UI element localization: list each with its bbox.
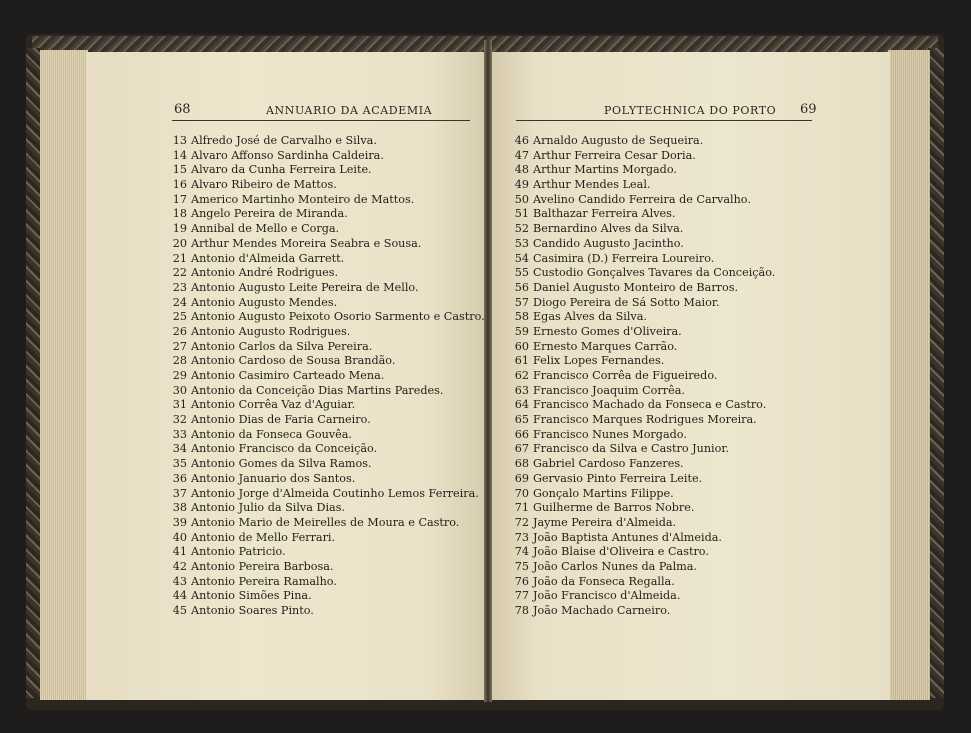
list-item (512, 545, 775, 560)
list-item (170, 501, 485, 516)
entry-number: 59 (514, 324, 529, 338)
list-item (170, 310, 485, 325)
entry-number: 18 (172, 207, 187, 221)
list-item (512, 340, 775, 355)
list-item (170, 369, 485, 384)
entry-name: Candido Augusto Jacintho. (533, 236, 684, 250)
list-item (170, 325, 485, 340)
entry-name: Antonio da Conceição Dias Martins Paredes. (191, 383, 444, 397)
entry-number: 48 (514, 163, 529, 177)
entry-name: Americo Martinho Monteiro de Mattos. (191, 192, 415, 206)
list-item (512, 384, 775, 399)
entry-number: 55 (514, 266, 529, 280)
right-running-head: POLYTECHNICA DO PORTO (604, 104, 777, 117)
list-item (170, 134, 485, 149)
entry-number: 61 (514, 354, 529, 368)
entry-name: João Carlos Nunes da Palma. (533, 559, 697, 573)
entry-number: 51 (514, 207, 529, 221)
list-item (512, 457, 775, 472)
entry-name: Arthur Ferreira Cesar Doria. (533, 148, 696, 162)
entry-name: Gervasio Pinto Ferreira Leite. (533, 471, 703, 485)
entry-name: Alvaro Affonso Sardinha Caldeira. (191, 148, 384, 162)
entry-number: 52 (514, 222, 529, 236)
list-item (512, 589, 775, 604)
entry-number: 66 (514, 427, 529, 441)
list-item (512, 325, 775, 340)
entry-name: João Blaise d'Oliveira e Castro. (533, 545, 709, 559)
entry-name: Antonio Dias de Faria Carneiro. (191, 413, 371, 427)
entry-number: 44 (172, 589, 187, 603)
list-item (512, 354, 775, 369)
entry-name: Francisco da Silva e Castro Junior. (533, 442, 730, 456)
list-item (512, 501, 775, 516)
list-item (512, 516, 775, 531)
entry-number: 35 (172, 457, 187, 471)
entry-name: Bernardino Alves da Silva. (533, 222, 684, 236)
list-item (170, 207, 485, 222)
list-item (512, 266, 775, 281)
entry-number: 33 (172, 427, 187, 441)
list-item (170, 149, 485, 164)
list-item (170, 193, 485, 208)
entry-number: 39 (172, 515, 187, 529)
entry-name: Antonio Augusto Mendes. (191, 295, 338, 309)
left-page-number: 68 (174, 102, 191, 117)
entry-number: 36 (172, 471, 187, 485)
page-edges-left (40, 50, 88, 700)
list-item (170, 398, 485, 413)
entry-number: 63 (514, 383, 529, 397)
entry-number: 13 (172, 134, 187, 147)
page-edges-right (888, 50, 930, 700)
entry-number: 62 (514, 369, 529, 382)
entry-number: 34 (172, 442, 187, 456)
right-header-rule (516, 120, 812, 121)
entry-name: Antonio André Rodrigues. (191, 266, 339, 280)
entry-number: 54 (514, 251, 529, 265)
entry-number: 50 (514, 192, 529, 206)
list-item (170, 575, 485, 590)
entry-name: Casimira (D.) Ferreira Loureiro. (533, 251, 715, 265)
entry-name: Annibal de Mello e Corga. (191, 222, 340, 236)
entry-number: 76 (514, 574, 529, 588)
list-item (512, 604, 775, 619)
entry-number: 27 (172, 339, 187, 353)
list-item (170, 442, 485, 457)
entry-number: 78 (514, 604, 529, 617)
entry-number: 53 (514, 236, 529, 250)
entry-number: 77 (514, 589, 529, 603)
entry-number: 57 (514, 295, 529, 309)
entry-number: 69 (514, 471, 529, 485)
entry-name: Antonio Carlos da Silva Pereira. (191, 339, 373, 353)
entry-name: Arthur Mendes Leal. (533, 178, 651, 192)
list-item (170, 457, 485, 472)
list-item (512, 281, 775, 296)
entry-number: 74 (514, 545, 529, 559)
list-item (170, 545, 485, 560)
entry-name: Antonio Pereira Barbosa. (191, 559, 334, 573)
entry-number: 49 (514, 178, 529, 192)
entry-number: 19 (172, 222, 187, 236)
entry-name: Antonio Januario dos Santos. (191, 471, 356, 485)
entry-name: Francisco Machado da Fonseca e Castro. (533, 398, 767, 412)
list-item (512, 487, 775, 502)
entry-number: 41 (172, 545, 187, 559)
entry-name: Alfredo José de Carvalho e Silva. (191, 134, 377, 147)
entry-name: Angelo Pereira de Miranda. (191, 207, 348, 221)
book-gutter (484, 40, 492, 702)
entry-name: Alvaro da Cunha Ferreira Leite. (191, 163, 372, 177)
entry-number: 25 (172, 310, 187, 324)
entry-number: 23 (172, 280, 187, 294)
entry-name: Guilherme de Barros Nobre. (533, 501, 695, 515)
list-item (512, 398, 775, 413)
entry-number: 40 (172, 530, 187, 544)
entry-name: João da Fonseca Regalla. (533, 574, 675, 588)
right-page-number: 69 (800, 102, 817, 117)
list-item (512, 296, 775, 311)
entry-name: Francisco Nunes Morgado. (533, 427, 687, 441)
entry-number: 38 (172, 501, 187, 515)
entry-number: 22 (172, 266, 187, 280)
right-name-list (512, 134, 775, 619)
list-item (512, 413, 775, 428)
entry-name: Antonio Francisco da Conceição. (191, 442, 378, 456)
entry-number: 32 (172, 413, 187, 427)
list-item (170, 472, 485, 487)
entry-number: 29 (172, 369, 187, 382)
entry-name: Alvaro Ribeiro de Mattos. (191, 178, 337, 192)
list-item (512, 531, 775, 546)
entry-name: Antonio Jorge d'Almeida Coutinho Lemos Ferreira. (191, 486, 479, 500)
entry-name: Francisco Corrêa de Figueiredo. (533, 369, 718, 382)
list-item (512, 369, 775, 384)
list-item (512, 252, 775, 267)
entry-number: 17 (172, 192, 187, 206)
list-item (170, 384, 485, 399)
entry-name: Antonio Corrêa Vaz d'Aguiar. (191, 398, 356, 412)
list-item (512, 442, 775, 457)
list-item (170, 163, 485, 178)
list-item (512, 237, 775, 252)
list-item (170, 222, 485, 237)
list-item (170, 340, 485, 355)
list-item (170, 604, 485, 619)
left-header-rule (172, 120, 470, 121)
entry-name: Custodio Gonçalves Tavares da Conceição. (533, 266, 776, 280)
entry-number: 70 (514, 486, 529, 500)
list-item (170, 252, 485, 267)
entry-name: João Machado Carneiro. (533, 604, 671, 617)
entry-number: 75 (514, 559, 529, 573)
entry-number: 60 (514, 339, 529, 353)
entry-number: 58 (514, 310, 529, 324)
entry-name: Antonio d'Almeida Garrett. (191, 251, 345, 265)
list-item (512, 134, 775, 149)
list-item (512, 428, 775, 443)
entry-name: Antonio Soares Pinto. (191, 604, 314, 617)
list-item (170, 281, 485, 296)
entry-number: 67 (514, 442, 529, 456)
entry-name: Diogo Pereira de Sá Sotto Maior. (533, 295, 720, 309)
entry-number: 30 (172, 383, 187, 397)
entry-number: 42 (172, 559, 187, 573)
entry-number: 28 (172, 354, 187, 368)
entry-number: 65 (514, 413, 529, 427)
entry-number: 68 (514, 457, 529, 471)
entry-name: Ernesto Gomes d'Oliveira. (533, 324, 682, 338)
entry-name: Gabriel Cardoso Fanzeres. (533, 457, 684, 471)
entry-number: 21 (172, 251, 187, 265)
entry-name: Antonio Julio da Silva Dias. (191, 501, 345, 515)
list-item (512, 310, 775, 325)
list-item (170, 560, 485, 575)
list-item (170, 589, 485, 604)
entry-number: 15 (172, 163, 187, 177)
list-item (170, 237, 485, 252)
entry-name: Antonio Cardoso de Sousa Brandão. (191, 354, 396, 368)
entry-number: 24 (172, 295, 187, 309)
list-item (170, 428, 485, 443)
entry-name: Avelino Candido Ferreira de Carvalho. (533, 192, 751, 206)
entry-name: Antonio da Fonseca Gouvêa. (191, 427, 352, 441)
entry-number: 37 (172, 486, 187, 500)
entry-name: Daniel Augusto Monteiro de Barros. (533, 280, 739, 294)
entry-name: Jayme Pereira d'Almeida. (533, 515, 677, 529)
list-item (170, 178, 485, 193)
entry-number: 14 (172, 148, 187, 162)
entry-name: Antonio Casimiro Carteado Mena. (191, 369, 385, 382)
list-item (512, 222, 775, 237)
entry-number: 56 (514, 280, 529, 294)
entry-name: Antonio Simões Pina. (191, 589, 312, 603)
list-item (170, 531, 485, 546)
entry-name: Felix Lopes Fernandes. (533, 354, 665, 368)
list-item (170, 487, 485, 502)
list-item (512, 149, 775, 164)
entry-name: Arthur Mendes Moreira Seabra e Sousa. (191, 236, 422, 250)
entry-name: Antonio de Mello Ferrari. (191, 530, 336, 544)
marbled-cover-right (928, 48, 944, 698)
list-item (170, 354, 485, 369)
entry-name: Arthur Martins Morgado. (533, 163, 677, 177)
entry-name: Antonio Mario de Meirelles de Moura e Castro. (191, 515, 460, 529)
entry-name: João Francisco d'Almeida. (533, 589, 681, 603)
entry-name: Ernesto Marques Carrão. (533, 339, 678, 353)
entry-name: Antonio Augusto Leite Pereira de Mello. (191, 280, 419, 294)
entry-number: 26 (172, 324, 187, 338)
list-item (512, 178, 775, 193)
list-item (512, 163, 775, 178)
entry-number: 20 (172, 236, 187, 250)
entry-name: Antonio Pereira Ramalho. (191, 574, 337, 588)
list-item (512, 193, 775, 208)
entry-number: 43 (172, 574, 187, 588)
entry-name: Balthazar Ferreira Alves. (533, 207, 676, 221)
left-name-list (170, 134, 485, 619)
left-running-head: ANNUARIO DA ACADEMIA (266, 104, 433, 117)
entry-number: 72 (514, 515, 529, 529)
list-item (170, 413, 485, 428)
entry-number: 45 (172, 604, 187, 617)
list-item (170, 296, 485, 311)
list-item (512, 207, 775, 222)
entry-number: 46 (514, 134, 529, 147)
entry-name: Antonio Gomes da Silva Ramos. (191, 457, 372, 471)
list-item (512, 575, 775, 590)
entry-name: Antonio Augusto Rodrigues. (191, 324, 351, 338)
entry-name: Francisco Marques Rodrigues Moreira. (533, 413, 757, 427)
list-item (170, 516, 485, 531)
entry-number: 31 (172, 398, 187, 412)
entry-name: Antonio Patricio. (191, 545, 286, 559)
entry-name: Gonçalo Martins Filippe. (533, 486, 674, 500)
entry-number: 73 (514, 530, 529, 544)
entry-name: Antonio Augusto Peixoto Osorio Sarmento e Castro. (191, 310, 485, 324)
entry-number: 64 (514, 398, 529, 412)
entry-number: 16 (172, 178, 187, 192)
list-item (512, 472, 775, 487)
entry-name: Arnaldo Augusto de Sequeira. (533, 134, 704, 147)
entry-name: Francisco Joaquim Corrêa. (533, 383, 685, 397)
list-item (170, 266, 485, 281)
list-item (512, 560, 775, 575)
entry-name: João Baptista Antunes d'Almeida. (533, 530, 722, 544)
entry-number: 47 (514, 148, 529, 162)
entry-number: 71 (514, 501, 529, 515)
entry-name: Egas Alves da Silva. (533, 310, 647, 324)
